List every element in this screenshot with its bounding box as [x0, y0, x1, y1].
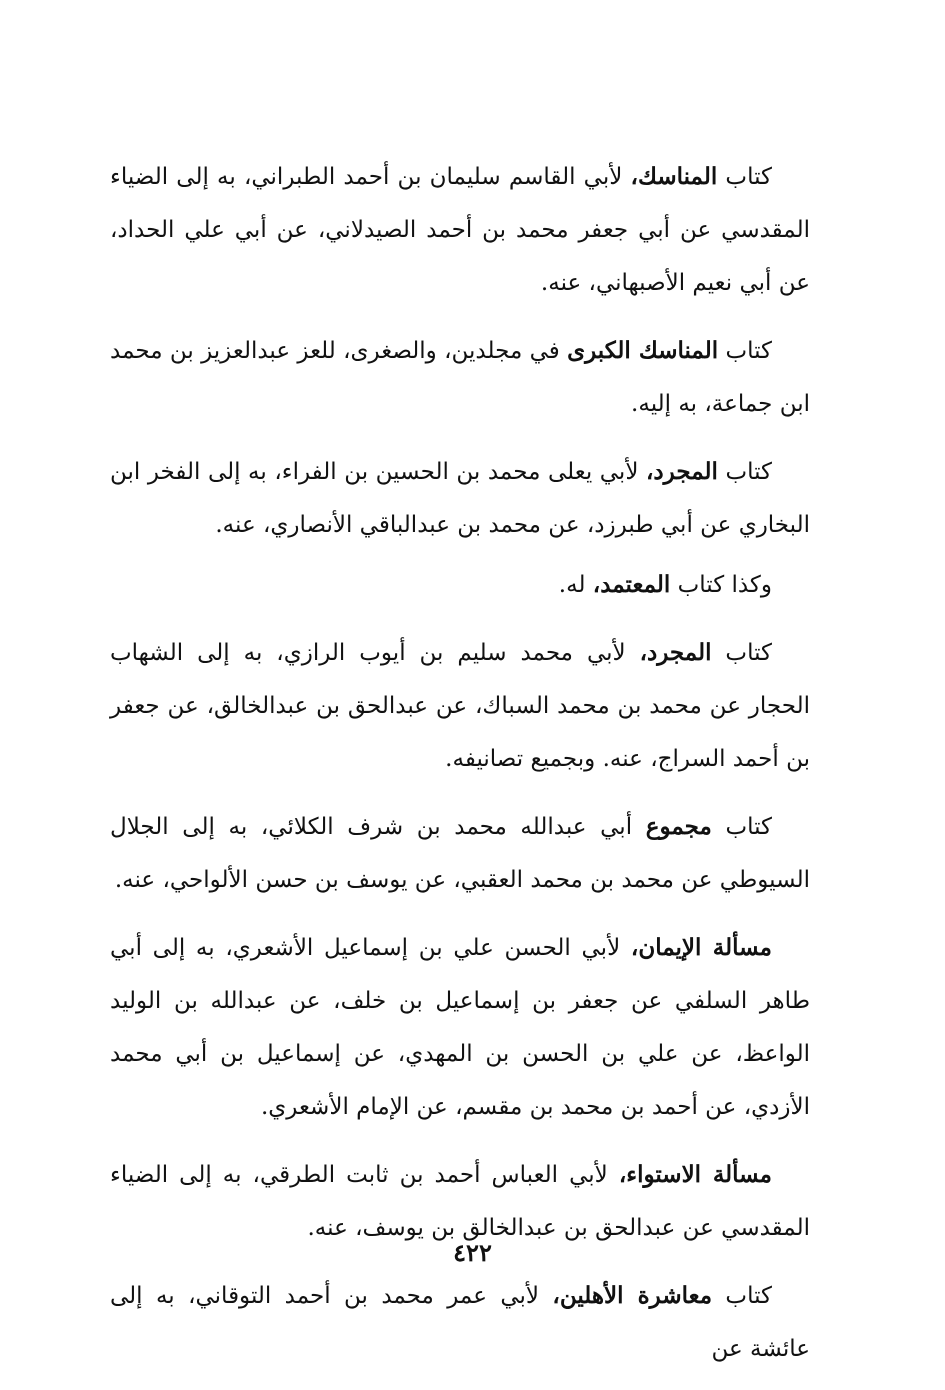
entry-title: المعتمد،	[592, 571, 671, 598]
entry-title: مسألة الإيمان،	[630, 934, 772, 961]
entry-title: المجرد،	[646, 458, 718, 485]
entry-title: مجموع	[645, 813, 712, 840]
entry-title: مسألة الاستواء،	[618, 1161, 772, 1188]
page-body	[110, 150, 810, 1390]
entry-title: المجرد،	[639, 639, 712, 666]
entry-title: المناسك،	[630, 163, 718, 190]
entry-title: المناسك الكبرى	[567, 337, 719, 364]
page-number: ٤٢٢	[453, 1238, 492, 1267]
entry-title: معاشرة الأهلين،	[552, 1282, 713, 1309]
entry-paragraph: كتاب المناسك، لأبي القاسم سليمان بن أحمد الطبراني، به إلى الضياء المقدسي عن أبي جعفر محمد بن أحمد الصيدلاني، عن أبي علي الحداد، عن أبي نعيم الأصبهاني، عنه.	[110, 163, 810, 296]
entry-paragraph: كتاب المجرد، لأبي يعلى محمد بن الحسين بن الفراء، به إلى الفخر ابن البخاري عن أبي طبرزد، عن محمد بن عبدالباقي الأنصاري، عنه.	[110, 458, 810, 538]
entry-paragraph: كتاب المناسك الكبرى في مجلدين، والصغرى، للعز عبدالعزيز بن محمد ابن جماعة، به إليه.	[110, 337, 810, 417]
entry-paragraph: كتاب معاشرة الأهلين، لأبي عمر محمد بن أحمد التوقاني، به إلى عائشة عن	[110, 1282, 810, 1362]
entry-paragraph: مسألة الاستواء، لأبي العباس أحمد بن ثابت الطرقي، به إلى الضياء المقدسي عن عبدالحق بن عبدالخالق بن يوسف، عنه.	[110, 1161, 810, 1241]
entry-paragraph: كتاب مجموع أبي عبدالله محمد بن شرف الكلائي، به إلى الجلال السيوطي عن محمد بن محمد العقبي، عن يوسف بن حسن الألواحي، عنه.	[110, 813, 810, 893]
entry-paragraph: كتاب المجرد، لأبي محمد سليم بن أيوب الرازي، به إلى الشهاب الحجار عن محمد بن محمد السباك، عن عبدالحق بن عبدالخالق، عن جعفر بن أحمد السراج، عنه. وبجميع تصانيفه.	[110, 639, 810, 772]
entry-paragraph: مسألة الإيمان، لأبي الحسن علي بن إسماعيل الأشعري، به إلى أبي طاهر السلفي عن جعفر بن إسماعيل بن خلف، عن عبدالله بن الوليد الواعظ، عن علي بن الحسن بن المهدي، عن إسماعيل بن أبي محمد الأزدي، عن أحمد بن محمد بن مقسم، عن الإمام الأشعري.	[110, 934, 810, 1120]
entry-paragraph: وكذا كتاب المعتمد، له.	[558, 571, 772, 598]
